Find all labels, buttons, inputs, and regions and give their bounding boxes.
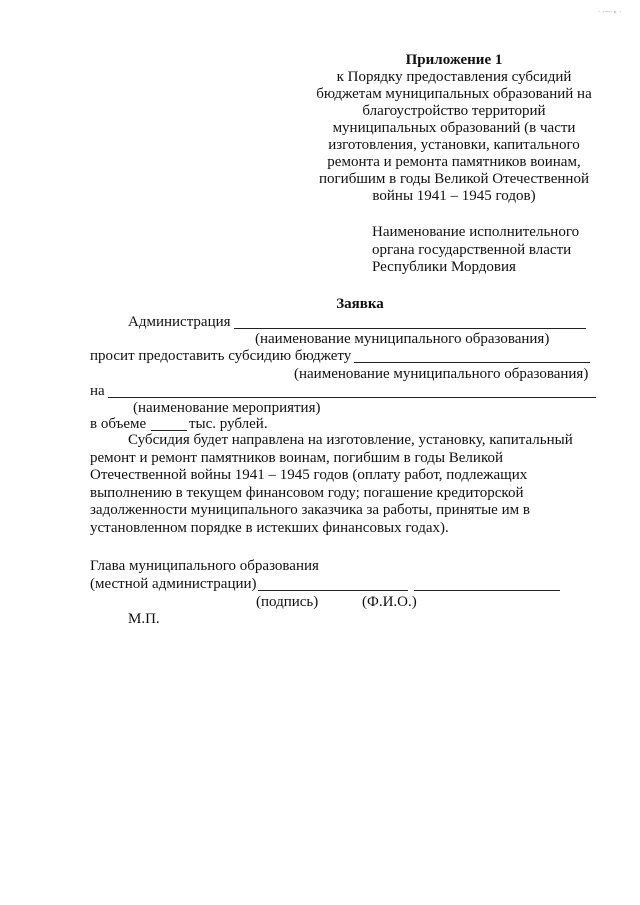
full-name-field[interactable] xyxy=(414,576,560,591)
event-hint: (наименование мероприятия) xyxy=(133,400,321,416)
request-hint: (наименование муниципального образования) xyxy=(294,366,589,382)
annex-line: ремонта и ремонта памятников воинам, xyxy=(327,154,581,170)
form-heading: Заявка xyxy=(336,296,384,312)
paragraph-line: задолженности муниципального заказчика за работы, принятые им в xyxy=(90,502,530,519)
signature-field[interactable] xyxy=(258,576,408,591)
amount-field[interactable] xyxy=(151,416,187,431)
paragraph-line: выполнению в текущем финансовом году; погашение кредиторской xyxy=(90,484,524,501)
admin-hint: (наименование муниципального образования) xyxy=(255,331,550,347)
head-title-line2: (местной администрации) xyxy=(90,576,257,592)
paragraph-line: Отечественной войны 1941 – 1945 годов (оплату работ, подлежащих xyxy=(90,467,528,484)
amount-prefix: в объеме xyxy=(90,416,147,432)
budget-name-field[interactable] xyxy=(354,348,590,363)
annex-line: погибшим в годы Великой Отечественной xyxy=(319,171,589,187)
annex-line: к Порядку предоставления субсидий xyxy=(336,69,572,85)
addressee-block xyxy=(372,224,612,277)
addressee-line: органа государственной власти xyxy=(372,241,572,258)
admin-name-field[interactable] xyxy=(234,314,586,329)
annex-line: бюджетам муниципальных образований на xyxy=(316,86,592,102)
request-label: просит предоставить субсидию бюджету xyxy=(90,348,352,364)
addressee-line: Республики Мордовия xyxy=(372,259,516,275)
stamp-place: М.П. xyxy=(128,611,160,627)
paragraph-line: установленном порядке в истекших финансовых годах). xyxy=(90,519,449,536)
scan-noise-mark: · ·~·∙ · xyxy=(598,8,622,16)
signature-hint: (подпись) xyxy=(256,594,319,610)
full-name-hint: (Ф.И.О.) xyxy=(362,594,417,610)
admin-label: Администрация xyxy=(128,314,231,330)
annex-line: благоустройство территорий xyxy=(362,103,546,119)
subsidy-paragraph xyxy=(90,432,598,538)
event-name-field[interactable] xyxy=(108,383,596,398)
annex-block xyxy=(308,52,600,205)
paragraph-line: Субсидия будет направлена на изготовление, установку, капитальный xyxy=(128,432,573,448)
on-label: на xyxy=(90,383,105,399)
annex-line: муниципальных образований (в части xyxy=(332,120,576,136)
annex-line: изготовления, установки, капитального xyxy=(328,137,580,153)
paragraph-line: ремонт и ремонт памятников воинам, погибшим в годы Великой xyxy=(90,449,503,466)
addressee-line: Наименование исполнительного xyxy=(372,224,580,240)
annex-line: войны 1941 – 1945 годов) xyxy=(372,188,536,204)
annex-title: Приложение 1 xyxy=(405,52,503,68)
head-title-line1: Глава муниципального образования xyxy=(90,558,319,574)
amount-suffix: тыс. рублей. xyxy=(189,416,268,432)
